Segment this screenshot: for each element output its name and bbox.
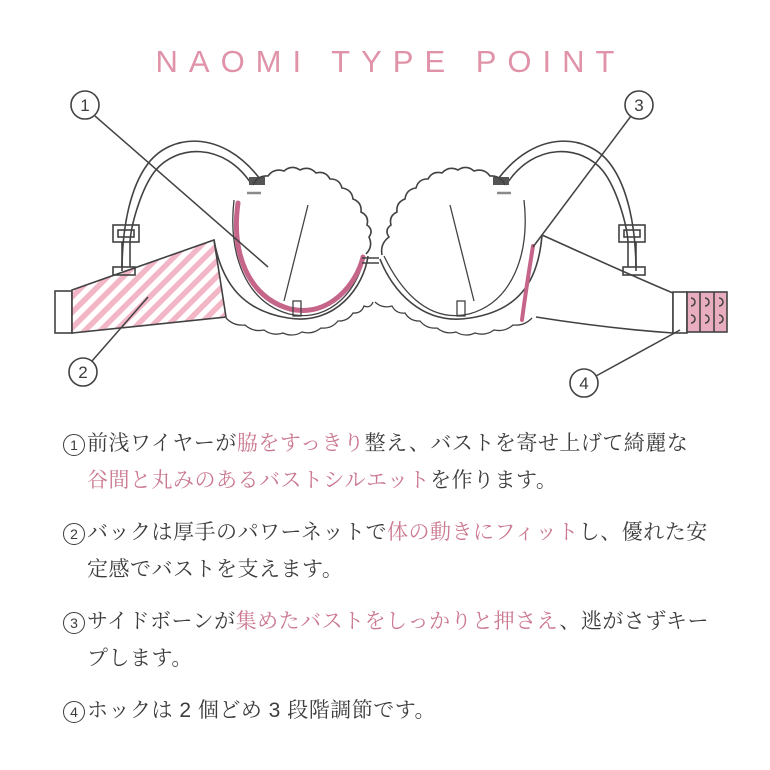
page-title: NAOMI TYPE POINT: [155, 44, 626, 79]
text-segment: 定感でバストを支えます。: [87, 558, 344, 581]
text-segment: 脇をすっきり: [236, 432, 365, 455]
text-segment: ホックは 2 個どめ 3 段階調節です。: [87, 699, 437, 722]
callout-4: [570, 369, 598, 397]
text-line: [87, 425, 731, 462]
leader-3: [533, 116, 631, 247]
text-line: [87, 462, 731, 499]
text-segment: プします。: [87, 647, 193, 670]
strap-slider: [619, 225, 645, 242]
text-line: [87, 514, 731, 551]
text-segment: 谷間と丸みのあるバストシルエット: [87, 469, 431, 492]
callout-circles: [69, 91, 653, 397]
hook-eye-gap: [673, 292, 687, 333]
feature-text-2: [87, 514, 731, 588]
left-cup-seam: [284, 205, 308, 301]
right-cup: [380, 167, 542, 320]
text-line: [87, 692, 731, 729]
circled-number-1: 1: [63, 425, 87, 499]
left-cup: [214, 167, 371, 319]
hook-closure: [687, 292, 727, 332]
feature-text-4: [87, 692, 731, 729]
leader-4: [596, 330, 680, 376]
svg-text:4: 4: [579, 374, 589, 393]
text-segment: バックは厚手のパワーネットで: [87, 521, 387, 544]
text-line: [87, 603, 731, 640]
text-segment: 前浅ワイヤーが: [87, 432, 237, 455]
text-segment: を作ります。: [430, 469, 558, 492]
powernet-striped-panel: [72, 240, 226, 333]
svg-text:1: 1: [80, 96, 90, 115]
leader-1: [95, 116, 268, 267]
feature-list: [63, 425, 731, 744]
text-line: [87, 551, 731, 588]
text-segment: 、逃がさずキー: [559, 610, 710, 633]
right-cup-lace-edge: [382, 167, 505, 255]
svg-text:3: 3: [634, 96, 644, 115]
feature-item-1: [63, 425, 731, 499]
text-segment: 体の動きにフィット: [386, 521, 579, 544]
text-segment: し、優れた安: [578, 521, 708, 544]
text-line: [87, 640, 731, 677]
strap-attach: [493, 177, 509, 185]
text-segment: 集めたバストをしっかりと押さえ: [235, 610, 560, 633]
text-segment: 整え、バストを寄せ上げて綺麗な: [364, 432, 689, 455]
feature-text-1: [87, 425, 731, 499]
feature-item-4: [63, 692, 731, 729]
feature-text-3: [87, 603, 731, 677]
circled-number-4: 4: [63, 692, 87, 729]
strap-slider: [113, 225, 139, 242]
right-back-wing: [536, 235, 687, 333]
circled-number-3: 3: [63, 603, 87, 677]
leader-lines: [92, 116, 680, 376]
left-back-wing: [55, 240, 226, 333]
circled-number-2: 2: [63, 514, 87, 588]
bra-diagram: [0, 85, 770, 415]
right-strap: [493, 141, 645, 275]
callout-2: [69, 358, 97, 386]
feature-item-2: [63, 514, 731, 588]
callout-1: [71, 91, 99, 119]
callout-3: [625, 91, 653, 119]
side-bone-highlight: [522, 246, 533, 320]
feature-item-3: [63, 603, 731, 677]
left-band-end: [55, 291, 72, 333]
strap-attach: [249, 177, 265, 185]
text-segment: サイドボーンが: [87, 610, 236, 633]
left-cup-lace-edge: [253, 167, 371, 254]
svg-text:2: 2: [78, 363, 88, 382]
right-cup-seam: [450, 205, 474, 301]
